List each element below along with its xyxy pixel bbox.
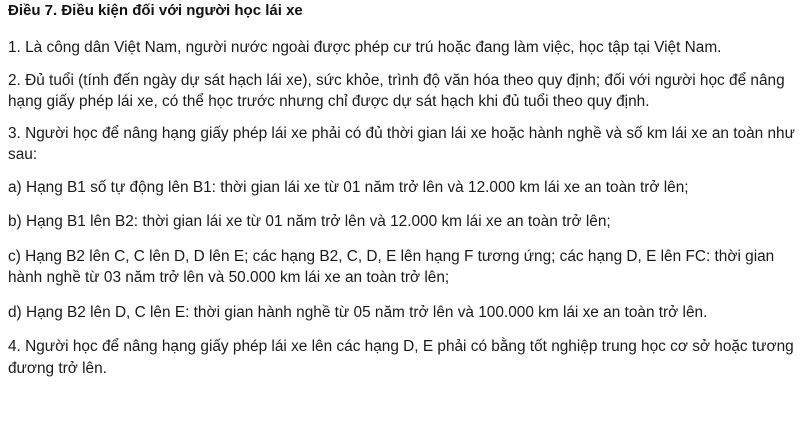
paragraph-4-education: 4. Người học để nâng hạng giấy phép lái xe lên các hạng D, E phải có bằng tốt nghiệp trung học cơ sở hoặc tương đương trở lên. [8,338,794,377]
paragraph-2-age-health: 2. Đủ tuổi (tính đến ngày dự sát hạch lái xe), sức khỏe, trình độ văn hóa theo quy định; đối với người học để nâng hạng giấy phép lái xe, có thể học trước nhưng chỉ được dự sát hạch khi đủ tuổi theo quy định. [8,71,785,110]
clause-d-b2-to-d: d) Hạng B2 lên D, C lên E: thời gian hành nghề từ 05 năm trở lên và 100.000 km lái xe an toàn trở lên. [8,303,708,321]
clause-a-b1-auto-to-b1: a) Hạng B1 số tự động lên B1: thời gian lái xe từ 01 năm trở lên và 12.000 km lái xe an toàn trở lên; [8,178,689,196]
clause-c-b2-to-c-etc: c) Hạng B2 lên C, C lên D, D lên E; các hạng B2, C, D, E lên hạng F tương ứng; các hạng D, E lên FC: thời gian hành nghề từ 03 năm trở lên và 50.000 km lái xe an toàn trở lên; [8,247,775,286]
paragraph-1-citizenship: 1. Là công dân Việt Nam, người nước ngoài được phép cư trú hoặc đang làm việc, học tập tại Việt Nam. [8,39,722,56]
paragraph-3-upgrade-requirements: 3. Người học để nâng hạng giấy phép lái xe phải có đủ thời gian lái xe hoặc hành nghề và số km lái xe an toàn như sau: [8,124,795,163]
article-title: Điều 7. Điều kiện đối với người học lái xe [8,2,303,19]
clause-b-b1-to-b2: b) Hạng B1 lên B2: thời gian lái xe từ 01 năm trở lên và 12.000 km lái xe an toàn trở lên; [8,213,611,230]
